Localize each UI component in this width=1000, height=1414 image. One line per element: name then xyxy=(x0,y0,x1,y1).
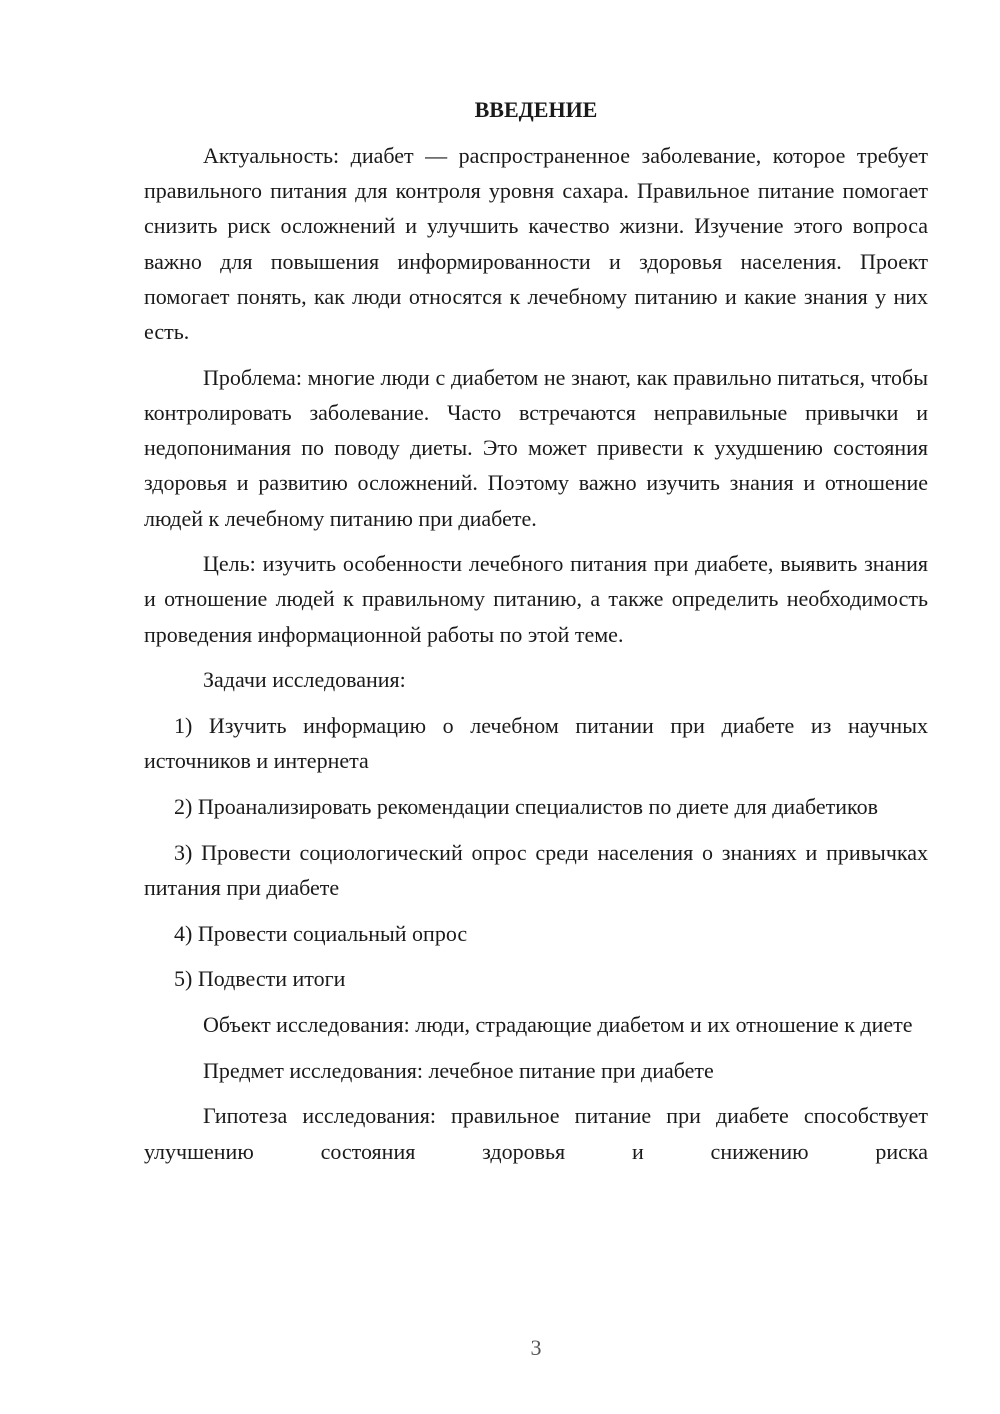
page-number: 3 xyxy=(530,1335,542,1360)
task-item-2: 2) Проанализировать рекомендации специалистов по диете для диабетиков xyxy=(174,793,878,819)
paragraph-hypothesis: Гипотеза исследования: правильное питание при диабете способствует улучшению состояния здоровья и снижению риска xyxy=(144,1103,928,1164)
section-title: ВВЕДЕНИЕ xyxy=(474,97,598,122)
paragraph-goal: Цель: изучить особенности лечебного питания при диабете, выявить знания и отношение людей к правильному питанию, а также определить необходимость проведения информационной работы по этой теме. xyxy=(144,551,928,647)
task-item-5: 5) Подвести итоги xyxy=(174,966,346,992)
tasks-heading: Задачи исследования: xyxy=(203,667,406,693)
task-item-3: 3) Провести социологический опрос среди населения о знаниях и привычках питания при диабете xyxy=(144,839,928,900)
paragraph-subject: Предмет исследования: лечебное питание при диабете xyxy=(203,1057,714,1083)
paragraph-relevance: Актуальность: диабет — распространенное заболевание, которое требует правильного питания для контроля уровня сахара. Правильное питание помогает снизить риск осложнений и улучшить качество жизни. Изучение этого вопроса важно для повышения информированности и здоровья населения. Проект помогает понять, как люди относятся к лечебному питанию и какие знания у них есть. xyxy=(144,143,928,345)
paragraph-object: Объект исследования: люди, страдающие диабетом и их отношение к диете xyxy=(203,1011,913,1037)
paragraph-problem: Проблема: многие люди с диабетом не знают, как правильно питаться, чтобы контролировать заболевание. Часто встречаются неправильные привычки и недопонимания по поводу диеты. Это может привести к ухудшению состояния здоровья и развитию осложнений. Поэтому важно изучить знания и отношение людей к лечебному питанию при диабете. xyxy=(144,364,928,531)
task-item-4: 4) Провести социальный опрос xyxy=(174,920,468,946)
document-page xyxy=(144,92,928,1179)
task-item-1: 1) Изучить информацию о лечебном питании при диабете из научных источников и интернета xyxy=(144,713,928,774)
